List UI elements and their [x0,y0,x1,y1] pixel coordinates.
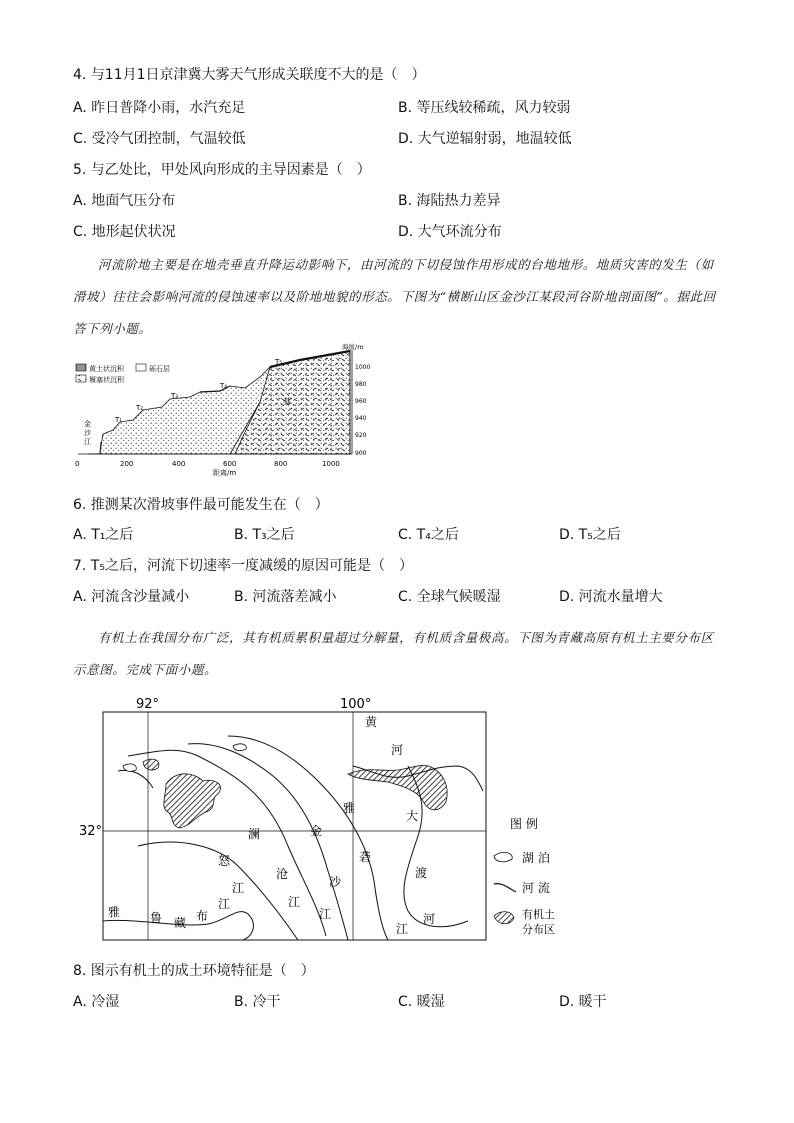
question-7-stem: 7. T₅之后，河流下切速率一度减缓的原因可能是（ ） [73,558,413,574]
dadu-char-3: 河 [423,912,436,926]
terrace-t3: T₃ [171,392,179,400]
legend-loess-label: 黄土状沉积 [89,365,124,373]
yalong-char-1: 雅 [343,801,356,815]
legend-loess-swatch [76,364,86,371]
yarlung-char-5: 江 [218,897,231,911]
label-100: 100° [340,697,372,712]
question-4-stem: 4. 与11月1日京津冀大雾天气形成关联度不大的是（ ） [73,67,426,83]
yarlung-char-4: 布 [196,909,209,923]
river-char-1: 金 [84,420,91,428]
legend-lake-icon [494,852,512,861]
legend-river-icon [494,884,516,892]
question-8-stem: 8. 图示有机土的成土环境特征是（ ） [73,963,315,979]
dadu-char-1: 大 [406,809,419,823]
huanghe-char-1: 黄 [365,715,378,729]
yalong-char-3: 江 [396,922,409,936]
xtick-1000: 1000 [322,460,340,468]
x-axis-label: 距离/m [213,469,237,477]
q7-option-a[interactable]: A. 河流含沙量减小 [73,589,190,605]
lancang-char-3: 江 [288,895,301,909]
nu-char-1: 怒 [218,854,231,868]
q6-option-d[interactable]: D. T₅之后 [559,527,621,543]
xtick-400: 400 [172,460,186,468]
yarlung-char-2: 鲁 [150,911,163,925]
legend-dammed-swatch [76,375,86,382]
xtick-800: 800 [274,460,288,468]
ytick-980: 980 [355,381,367,388]
legend-gravel-swatch [136,364,146,371]
legend-lake-label: 湖 泊 [522,851,550,865]
landslide-label: 基 [283,397,291,406]
xtick-0: 0 [75,460,80,468]
terrace-t2: T₂ [136,404,144,412]
q5-option-a[interactable]: A. 地面气压分布 [73,193,176,209]
q4-option-b[interactable]: B. 等压线较稀疏，风力较弱 [398,100,571,116]
passage-1-text: 河流阶地主要是在地壳垂直升降运动影响下，由河流的下切侵蚀作用形成的台地地形。地质灾害的发生（如滑坡）往往会影响河流的侵蚀速率以及阶地地貌的形态。下图为“横断山区金沙江某段河谷阶地剖面图”。据此回答下列小题。 [73,257,716,336]
yarlung-char-3: 藏 [174,916,187,930]
question-5-stem: 5. 与乙处比，甲处风向形成的主导因素是（ ） [73,162,371,178]
legend-gravel-label: 砾石层 [149,365,170,373]
ytick-920: 920 [355,432,367,439]
q6-option-a[interactable]: A. T₁之后 [73,527,134,543]
organic-soil-map [78,696,598,946]
passage-organic-soil [73,622,723,686]
terrace-t5: T₅ [275,358,283,366]
q8-option-b[interactable]: B. 冷干 [234,994,281,1010]
q7-option-c[interactable]: C. 全球气候暖湿 [398,589,501,605]
jinsha-char-2: 沙 [329,875,342,889]
jinsha-char-3: 江 [319,907,332,921]
q4-option-a[interactable]: A. 昨日普降小雨，水汽充足 [73,100,246,116]
label-92: 92° [136,697,160,712]
ytick-900: 900 [355,450,367,457]
legend-title: 图 例 [510,817,538,831]
q5-option-d[interactable]: D. 大气环流分布 [398,224,502,240]
nu-char-2: 江 [232,881,245,895]
q6-option-c[interactable]: C. T₄之后 [398,527,459,543]
q8-option-c[interactable]: C. 暖湿 [398,994,445,1010]
river-char-3: 江 [84,438,91,446]
yarlung-char-1: 雅 [108,905,121,919]
q7-option-d[interactable]: D. 河流水量增大 [559,589,663,605]
terrace-profile-figure [70,342,388,477]
lake-1 [233,744,246,751]
q8-option-a[interactable]: A. 冷湿 [73,994,120,1010]
terrace-t4: T₄ [220,382,228,390]
xtick-600: 600 [223,460,237,468]
legend-dammed-label: 堰塞状沉积 [89,376,124,384]
passage-2-text: 有机土在我国分布广泛，其有机质累积量超过分解量，有机质含量极高。下图为青藏高原有机土主要分布区示意图。完成下面小题。 [73,630,714,677]
q6-option-b[interactable]: B. T₃之后 [234,527,295,543]
legend-organic-soil-label-1: 有机土 [522,908,555,921]
question-6-stem: 6. 推测某次滑坡事件最可能发生在（ ） [73,497,329,513]
river-char-2: 沙 [84,429,91,437]
lancang-char-1: 澜 [248,827,261,841]
huanghe-char-2: 河 [391,743,404,757]
label-32: 32° [79,824,103,839]
q4-option-d[interactable]: D. 大气逆辐射弱，地温较低 [398,131,572,147]
ytick-1000: 1000 [355,364,371,371]
xtick-200: 200 [120,460,134,468]
legend-river-label: 河 流 [522,881,550,895]
ytick-960: 960 [355,398,367,405]
legend-organic-soil-label-2: 分布区 [522,923,555,936]
q4-option-c[interactable]: C. 受冷气团控制，气温较低 [73,131,246,147]
y-axis-label: 海拔/m [342,343,364,351]
q5-option-c[interactable]: C. 地形起伏状况 [73,224,176,240]
yalong-char-2: 砻 [359,850,372,864]
passage-river-terrace [73,249,723,345]
q7-option-b[interactable]: B. 河流落差减小 [234,589,337,605]
ytick-940: 940 [355,415,367,422]
jinsha-char-1: 金 [310,824,323,838]
lancang-char-2: 沧 [276,867,289,881]
terrace-t1: T₁ [115,416,123,424]
q8-option-d[interactable]: D. 暖干 [559,994,607,1010]
q5-option-b[interactable]: B. 海陆热力差异 [398,193,501,209]
dadu-char-2: 渡 [415,866,428,880]
legend-organic-soil-icon [494,912,514,924]
